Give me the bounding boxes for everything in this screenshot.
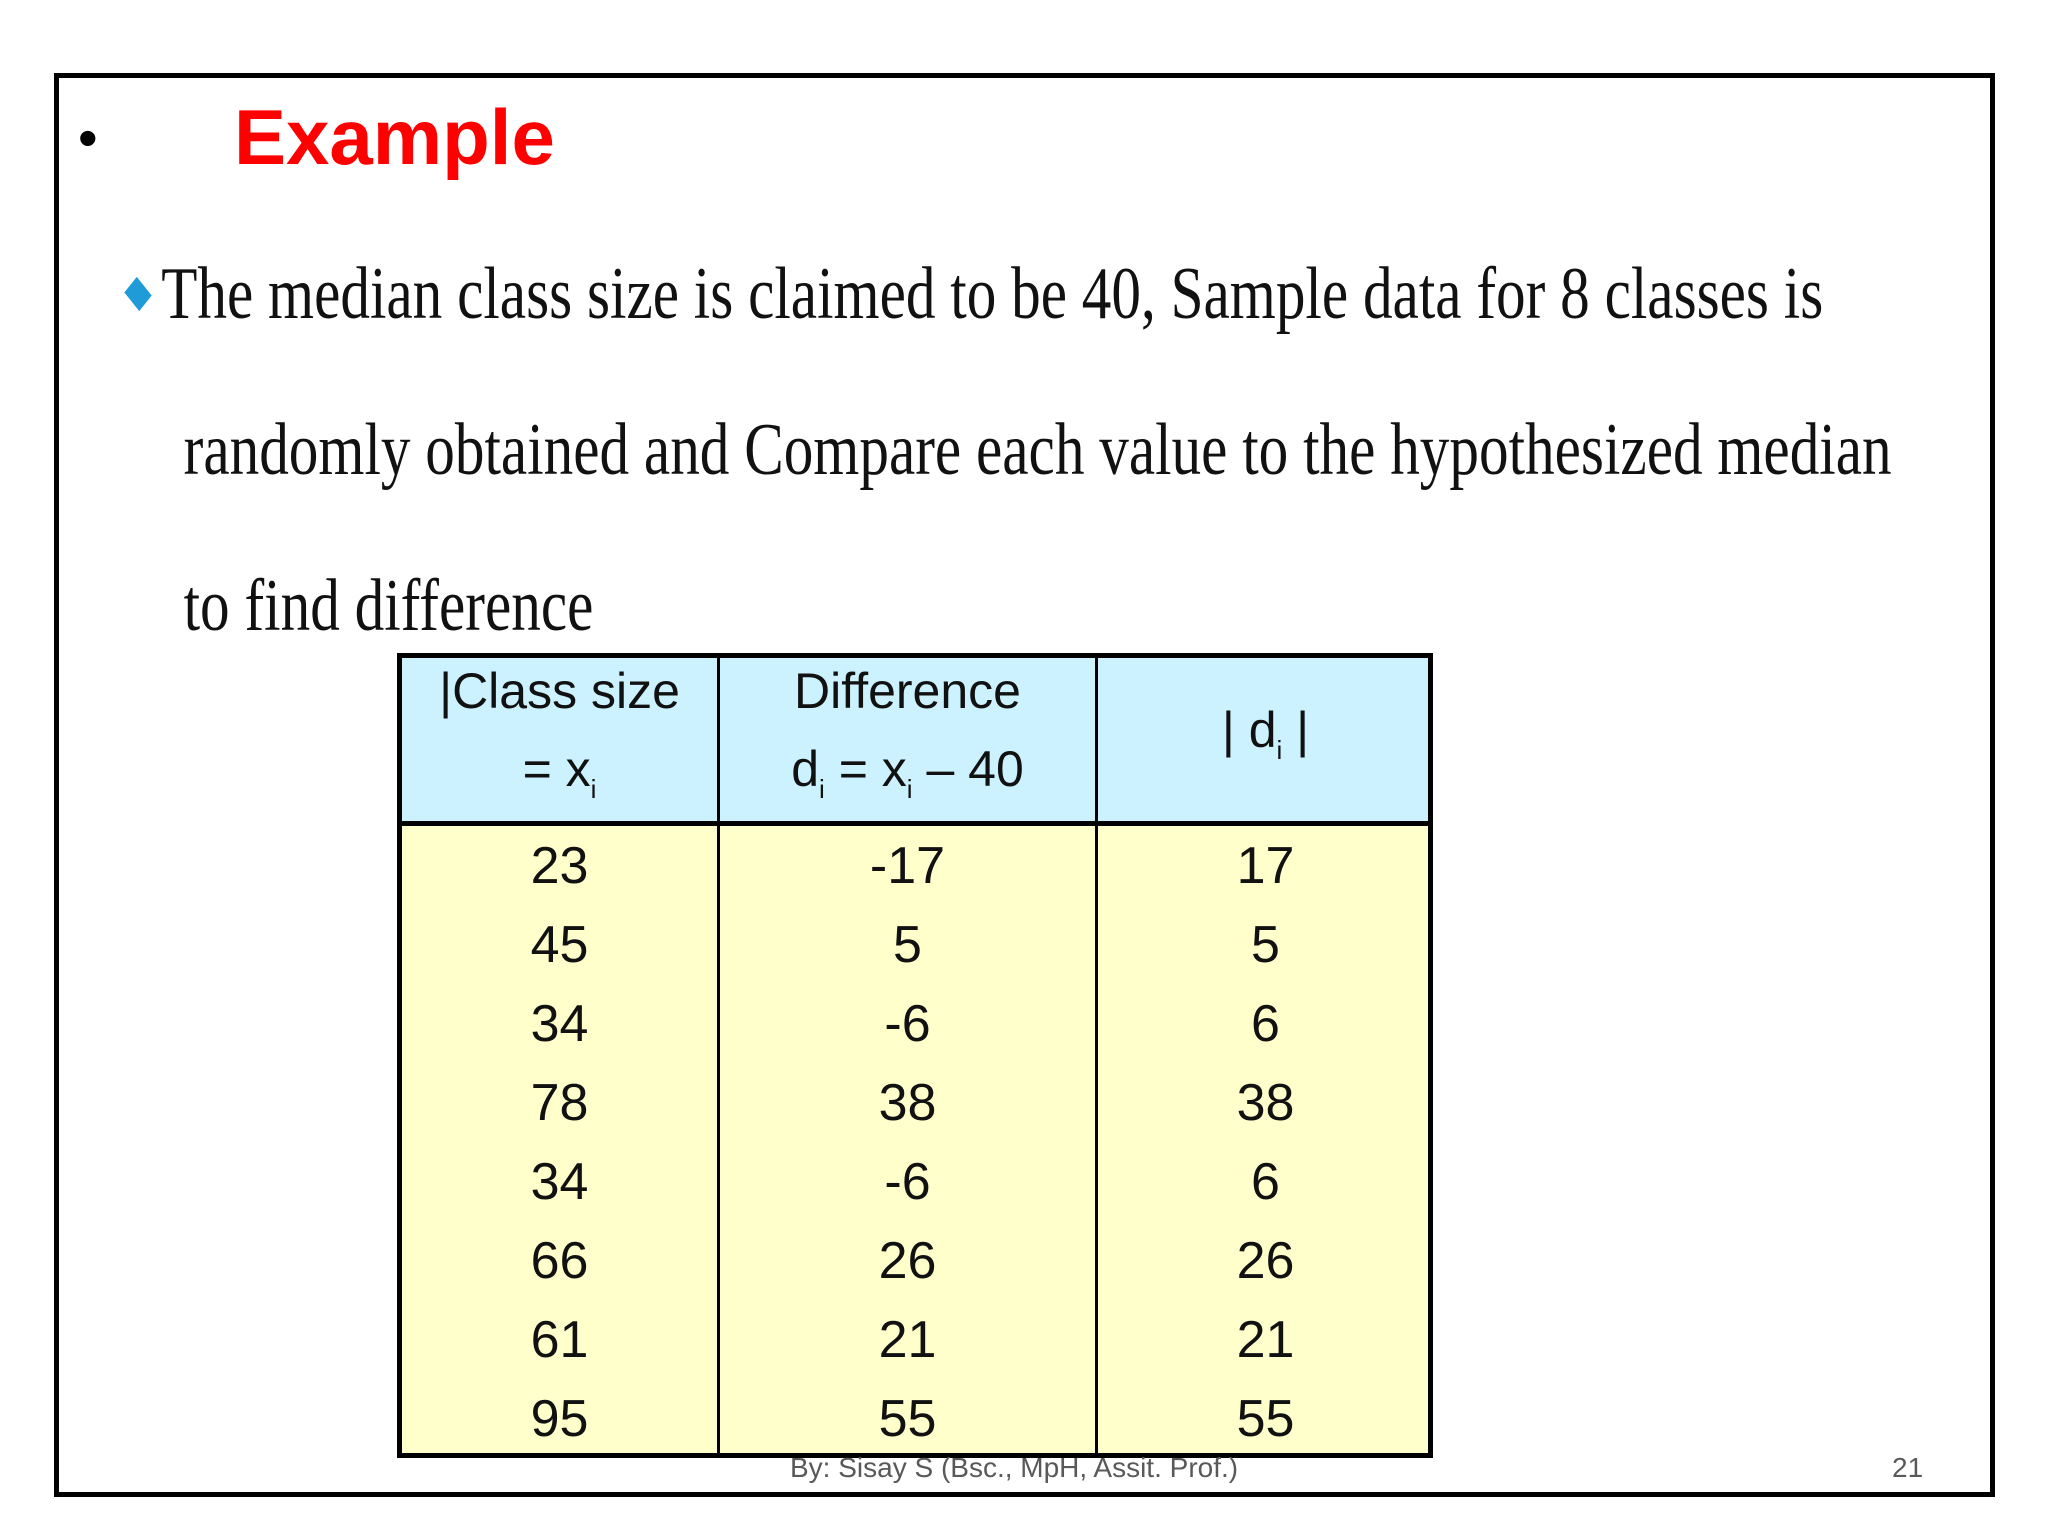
cell-difference: 26 (878, 1231, 937, 1290)
cell-class-size: 45 (530, 915, 589, 974)
body-line-2: randomly obtained and Compare each value to the hypothesized median (183, 409, 1892, 491)
cell-difference: 55 (878, 1389, 937, 1448)
cell-class-size: 66 (530, 1231, 589, 1290)
table-row (402, 1142, 1428, 1221)
header-class-size-eq: = x (522, 740, 591, 797)
body-line-1 (126, 216, 1824, 372)
cell-class-size: 78 (530, 1073, 589, 1132)
data-table (397, 653, 1433, 1458)
table-row (402, 1221, 1428, 1300)
abs-subscript: i (1276, 734, 1283, 765)
slide-title: Example (234, 93, 555, 181)
abs-open: | d (1221, 701, 1277, 758)
header-class-size (402, 658, 717, 821)
cell-class-size: 23 (530, 836, 589, 895)
header-subscript: i (590, 773, 597, 804)
table-row (402, 1379, 1428, 1458)
cell-abs-difference: 6 (1251, 994, 1280, 1053)
body-line-3: to find difference (183, 565, 594, 647)
formula-minus-40: – 40 (912, 740, 1024, 797)
header-difference-line1: Difference (794, 662, 1021, 719)
cell-class-size: 34 (530, 994, 589, 1053)
title-row (78, 92, 555, 182)
table-row (402, 826, 1428, 905)
table-body (402, 826, 1428, 1458)
formula-d: d (791, 740, 820, 797)
cell-difference: 21 (878, 1310, 937, 1369)
cell-abs-difference: 6 (1251, 1152, 1280, 1211)
page-number: 21 (1892, 1452, 1924, 1483)
cell-class-size: 61 (530, 1310, 589, 1369)
formula-d-subscript: i (819, 773, 825, 804)
cell-abs-difference: 5 (1251, 915, 1280, 974)
cell-abs-difference: 26 (1236, 1231, 1295, 1290)
header-absolute-difference (1098, 658, 1433, 821)
cell-abs-difference: 21 (1236, 1310, 1295, 1369)
table-row (402, 984, 1428, 1063)
slide-footer: By: Sisay S (Bsc., MpH, Assit. Prof.) (790, 1452, 1239, 1483)
header-difference-formula (791, 730, 1024, 828)
cell-class-size: 95 (530, 1389, 589, 1448)
body-paragraph (126, 216, 1892, 684)
formula-eq-x: = x (824, 740, 907, 797)
header-abs-formula (1222, 691, 1309, 789)
cell-difference: -17 (869, 836, 946, 895)
abs-close: | (1282, 701, 1310, 758)
cell-difference: 5 (893, 915, 922, 974)
cell-abs-difference: 17 (1236, 836, 1295, 895)
header-class-size-line1: |Class size (439, 662, 680, 719)
cell-difference: 38 (878, 1073, 937, 1132)
table-row (402, 1300, 1428, 1379)
table-row (402, 1063, 1428, 1142)
header-class-size-line2 (523, 730, 597, 828)
cell-abs-difference: 38 (1236, 1073, 1295, 1132)
table-row (402, 905, 1428, 984)
formula-x-subscript: i (906, 773, 913, 804)
header-difference (720, 658, 1095, 821)
cell-difference: -6 (884, 994, 931, 1053)
title-bullet: • (78, 105, 98, 169)
table-header (402, 658, 1428, 826)
cell-class-size: 34 (530, 1152, 589, 1211)
cell-abs-difference: 55 (1236, 1389, 1295, 1448)
diamond-bullet-icon (124, 277, 151, 311)
body-line-1-text: The median class size is claimed to be 40, Sample data for 8 classes is (161, 253, 1824, 335)
cell-difference: -6 (884, 1152, 931, 1211)
